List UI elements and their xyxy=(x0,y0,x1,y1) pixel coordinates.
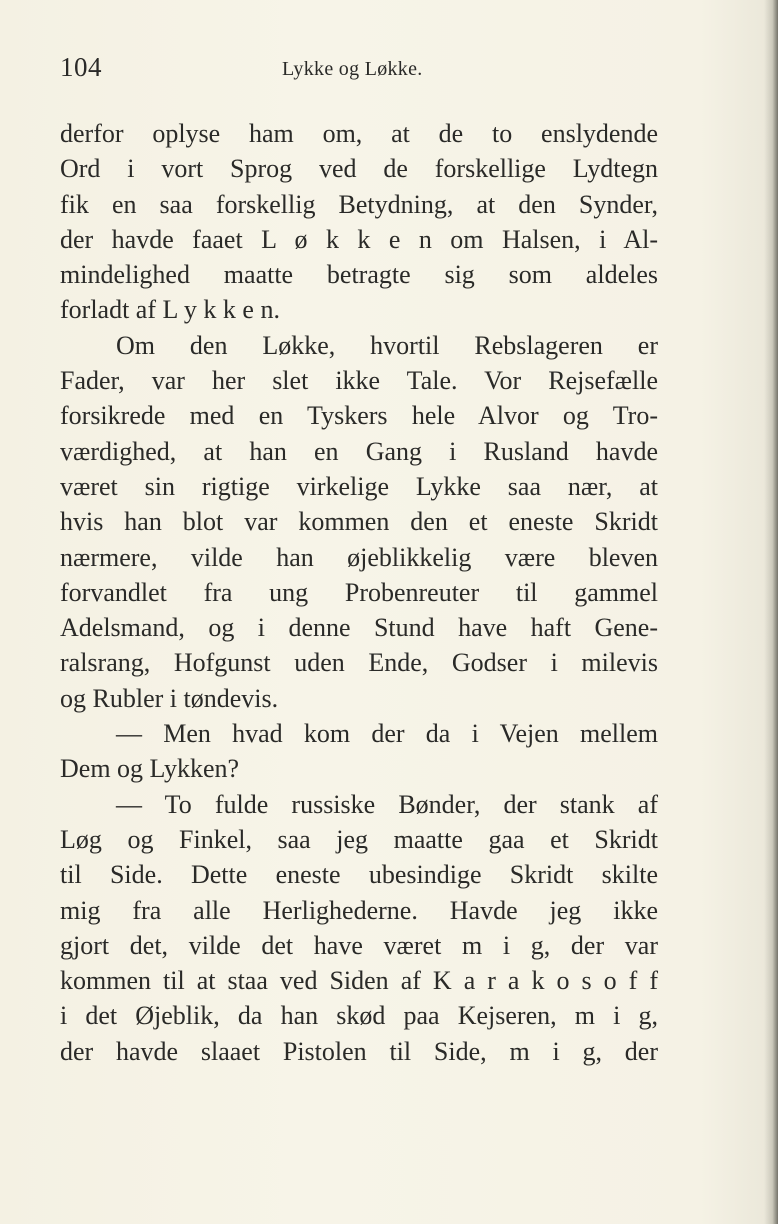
text-line: — Men hvad kom der da i Vejen mellem xyxy=(116,719,658,749)
text-line: der havde slaaet Pistolen til Side, m i g, der xyxy=(60,1036,658,1066)
page-number: 104 xyxy=(60,52,102,82)
text-line: mig fra alle Herlighederne. Havde jeg ikke xyxy=(60,895,658,925)
text-line: kommen til at staa ved Siden af K a r a k o s o f f xyxy=(60,966,658,996)
text-line: der havde faaet L ø k k e n om Halsen, i Al- xyxy=(60,224,658,254)
text-line: ralsrang, Hofgunst uden Ende, Godser i milevis xyxy=(60,648,658,678)
text-line: forladt af L y k k e n. xyxy=(60,295,280,325)
text-line: og Rubler i tøndevis. xyxy=(60,683,279,713)
text-line: fik en saa forskellig Betydning, at den Synder, xyxy=(60,189,658,219)
text-line: mindelighed maatte betragte sig som aldeles xyxy=(60,260,658,290)
page-header xyxy=(60,48,660,88)
text-line: hvis han blot var kommen den et eneste Skridt xyxy=(60,507,658,537)
text-line: forsikrede med en Tyskers hele Alvor og Tro- xyxy=(60,401,658,431)
text-line: været sin rigtige virkelige Lykke saa nær, at xyxy=(60,471,658,501)
text-line: nærmere, vilde han øjeblikkelig være bleven xyxy=(60,542,658,572)
text-line: Dem og Lykken? xyxy=(60,754,240,784)
running-title: Lykke og Løkke. xyxy=(282,58,423,80)
text-line: i det Øjeblik, da han skød paa Kejseren, m i g, xyxy=(60,1001,658,1031)
text-line: forvandlet fra ung Probenreuter til gammel xyxy=(60,577,658,607)
text-line: gjort det, vilde det have været m i g, der var xyxy=(60,930,658,960)
text-line: Ord i vort Sprog ved de forskellige Lydtegn xyxy=(60,154,658,184)
text-line: Om den Løkke, hvortil Rebslageren er xyxy=(116,330,658,360)
text-line: Fader, var her slet ikke Tale. Vor Rejsefælle xyxy=(60,366,658,396)
body-text xyxy=(60,116,658,1069)
page-edge-shadow xyxy=(764,0,778,1224)
text-line: derfor oplyse ham om, at de to enslydende xyxy=(60,119,658,148)
text-line: værdighed, at han en Gang i Rusland havde xyxy=(60,436,658,466)
text-line: Adelsmand, og i denne Stund have haft Gene- xyxy=(60,613,658,643)
text-line: — To fulde russiske Bønder, der stank af xyxy=(116,789,658,819)
text-line: Løg og Finkel, saa jeg maatte gaa et Skridt xyxy=(60,824,658,854)
text-line: til Side. Dette eneste ubesindige Skridt skilte xyxy=(60,860,658,890)
